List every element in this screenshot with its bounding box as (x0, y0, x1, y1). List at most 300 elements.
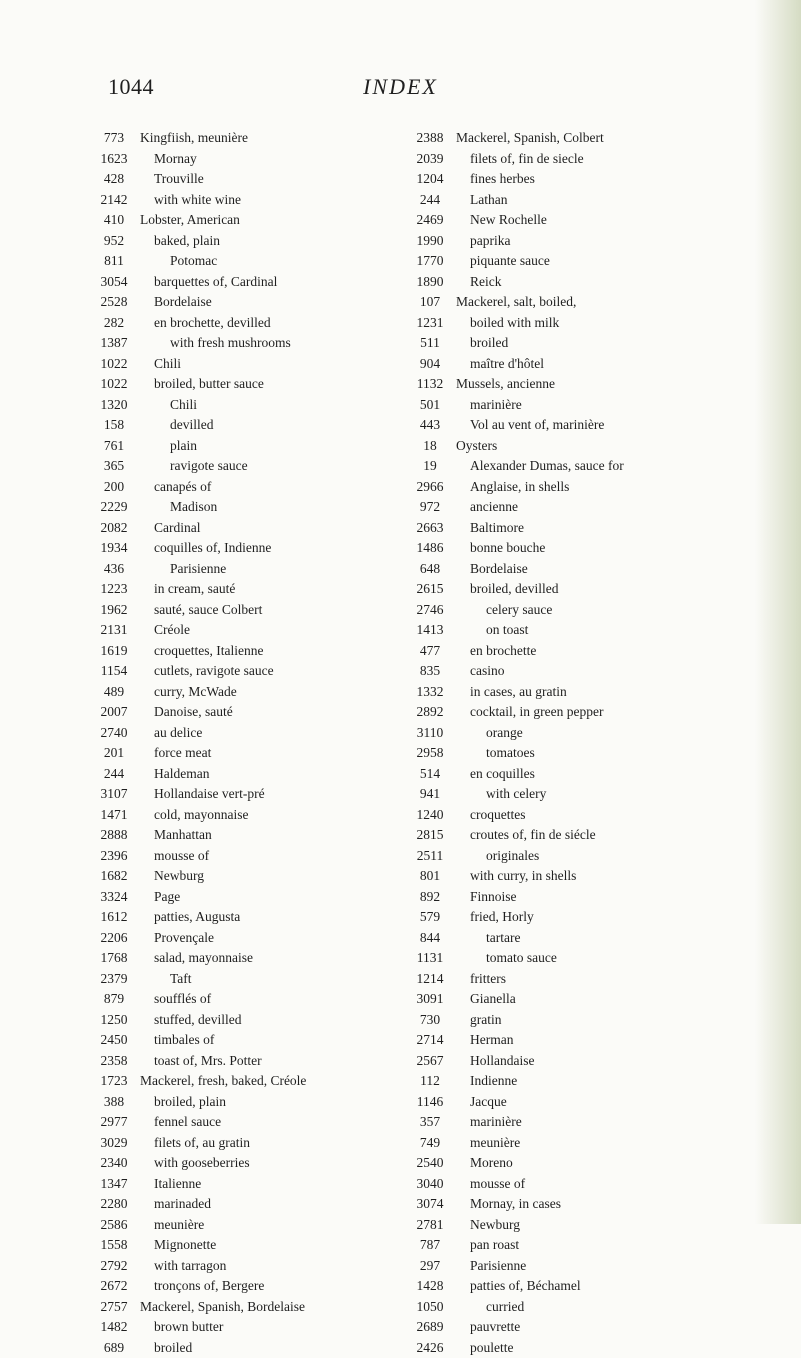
recipe-number: 2689 (404, 1317, 456, 1338)
entry-text: broiled, butter sauce (140, 374, 388, 395)
entry-text: meunière (140, 1215, 388, 1236)
recipe-number: 844 (404, 928, 456, 949)
entry-text: originales (456, 846, 774, 867)
index-entry (88, 887, 388, 908)
index-entry (88, 1256, 388, 1277)
entry-text: Trouville (140, 169, 388, 190)
index-entry (404, 907, 774, 928)
index-entry (88, 1010, 388, 1031)
index-entry (404, 128, 774, 149)
index-entry (88, 1276, 388, 1297)
recipe-number: 2746 (404, 600, 456, 621)
entry-text: Page (140, 887, 388, 908)
index-entry (404, 477, 774, 498)
entry-text: mousse of (140, 846, 388, 867)
recipe-number: 1022 (88, 374, 140, 395)
recipe-number: 801 (404, 866, 456, 887)
recipe-number: 2781 (404, 1215, 456, 1236)
entry-text: en brochette (456, 641, 774, 662)
recipe-number: 2888 (88, 825, 140, 846)
entry-text: Hollandaise vert-pré (140, 784, 388, 805)
index-entry (404, 149, 774, 170)
recipe-number: 2528 (88, 292, 140, 313)
entry-text: Moreno (456, 1153, 774, 1174)
index-entry (88, 395, 388, 416)
index-entry (404, 1071, 774, 1092)
recipe-number: 3110 (404, 723, 456, 744)
index-entry (404, 1174, 774, 1195)
index-entry (88, 641, 388, 662)
recipe-number: 1428 (404, 1276, 456, 1297)
index-entry (404, 702, 774, 723)
recipe-number: 410 (88, 210, 140, 231)
recipe-number: 648 (404, 559, 456, 580)
entry-text: fennel sauce (140, 1112, 388, 1133)
index-entry (404, 1256, 774, 1277)
recipe-number: 2511 (404, 846, 456, 867)
index-entry (88, 784, 388, 805)
recipe-number: 1387 (88, 333, 140, 354)
entry-text: in cream, sauté (140, 579, 388, 600)
entry-text: Italienne (140, 1174, 388, 1195)
index-entry (88, 579, 388, 600)
index-entry (88, 313, 388, 334)
index-entry (404, 518, 774, 539)
recipe-number: 1347 (88, 1174, 140, 1195)
entry-text: Danoise, sauté (140, 702, 388, 723)
index-entry (404, 190, 774, 211)
entry-text: gratin (456, 1010, 774, 1031)
index-entry (404, 743, 774, 764)
recipe-number: 749 (404, 1133, 456, 1154)
index-entry (88, 210, 388, 231)
recipe-number: 1146 (404, 1092, 456, 1113)
entry-text: Jacque (456, 1092, 774, 1113)
entry-text: tomatoes (456, 743, 774, 764)
entry-text: tartare (456, 928, 774, 949)
recipe-number: 2792 (88, 1256, 140, 1277)
entry-text: pan roast (456, 1235, 774, 1256)
recipe-number: 365 (88, 456, 140, 477)
recipe-number: 201 (88, 743, 140, 764)
recipe-number: 2586 (88, 1215, 140, 1236)
index-entry (88, 149, 388, 170)
index-entry (404, 1215, 774, 1236)
index-entry (404, 210, 774, 231)
recipe-number: 2379 (88, 969, 140, 990)
index-entry (88, 497, 388, 518)
entry-text: Mackerel, fresh, baked, Créole (140, 1071, 388, 1092)
recipe-number: 443 (404, 415, 456, 436)
index-entry (88, 1174, 388, 1195)
recipe-number: 514 (404, 764, 456, 785)
recipe-number: 904 (404, 354, 456, 375)
recipe-number: 3324 (88, 887, 140, 908)
index-entry (88, 374, 388, 395)
entry-text: patties of, Béchamel (456, 1276, 774, 1297)
entry-text: poulette (456, 1338, 774, 1358)
recipe-number: 1413 (404, 620, 456, 641)
index-entry (88, 846, 388, 867)
recipe-number: 2672 (88, 1276, 140, 1297)
index-entry (404, 825, 774, 846)
recipe-number: 2540 (404, 1153, 456, 1174)
index-entry (88, 1092, 388, 1113)
recipe-number: 244 (88, 764, 140, 785)
recipe-number: 1890 (404, 272, 456, 293)
recipe-number: 2714 (404, 1030, 456, 1051)
recipe-number: 1240 (404, 805, 456, 826)
recipe-number: 2340 (88, 1153, 140, 1174)
entry-text: croquettes (456, 805, 774, 826)
index-entry (404, 846, 774, 867)
entry-text: canapés of (140, 477, 388, 498)
index-entry (88, 272, 388, 293)
entry-text: en coquilles (456, 764, 774, 785)
index-entry (88, 1235, 388, 1256)
entry-text: soufflés of (140, 989, 388, 1010)
index-entry (404, 292, 774, 313)
entry-text: casino (456, 661, 774, 682)
index-entry (88, 292, 388, 313)
recipe-number: 2206 (88, 928, 140, 949)
index-column-left (88, 128, 388, 1358)
index-entry (88, 415, 388, 436)
recipe-number: 1558 (88, 1235, 140, 1256)
index-entry (88, 518, 388, 539)
recipe-number: 489 (88, 682, 140, 703)
entry-text: celery sauce (456, 600, 774, 621)
recipe-number: 1320 (88, 395, 140, 416)
recipe-number: 112 (404, 1071, 456, 1092)
recipe-number: 2280 (88, 1194, 140, 1215)
index-entry (88, 436, 388, 457)
recipe-number: 1486 (404, 538, 456, 559)
entry-text: Lathan (456, 190, 774, 211)
recipe-number: 2740 (88, 723, 140, 744)
recipe-number: 1332 (404, 682, 456, 703)
index-entry (88, 702, 388, 723)
recipe-number: 1214 (404, 969, 456, 990)
index-entry (88, 1153, 388, 1174)
index-column-right (404, 128, 774, 1358)
entry-text: Créole (140, 620, 388, 641)
index-entry (404, 538, 774, 559)
entry-text: baked, plain (140, 231, 388, 252)
index-entry (404, 415, 774, 436)
index-entry (404, 866, 774, 887)
index-entry (404, 436, 774, 457)
index-entry (404, 1317, 774, 1338)
index-entry (88, 190, 388, 211)
recipe-number: 2966 (404, 477, 456, 498)
recipe-number: 761 (88, 436, 140, 457)
index-entry (404, 374, 774, 395)
recipe-number: 1723 (88, 1071, 140, 1092)
index-entry (404, 313, 774, 334)
entry-text: force meat (140, 743, 388, 764)
entry-text: Mackerel, salt, boiled, (456, 292, 774, 313)
recipe-number: 436 (88, 559, 140, 580)
index-entry (404, 723, 774, 744)
entry-text: Parisienne (140, 559, 388, 580)
recipe-number: 2358 (88, 1051, 140, 1072)
recipe-number: 2007 (88, 702, 140, 723)
index-entry (404, 1297, 774, 1318)
recipe-number: 579 (404, 907, 456, 928)
index-entry (88, 333, 388, 354)
recipe-number: 952 (88, 231, 140, 252)
recipe-number: 2892 (404, 702, 456, 723)
entry-text: Reick (456, 272, 774, 293)
index-entry (404, 497, 774, 518)
entry-text: timbales of (140, 1030, 388, 1051)
entry-text: New Rochelle (456, 210, 774, 231)
index-entry (404, 805, 774, 826)
index-entry (404, 641, 774, 662)
recipe-number: 1231 (404, 313, 456, 334)
index-entry (404, 600, 774, 621)
index-entry (88, 764, 388, 785)
index-entry (88, 456, 388, 477)
index-entry (404, 559, 774, 580)
entry-text: Manhattan (140, 825, 388, 846)
entry-text: with white wine (140, 190, 388, 211)
index-entry (88, 928, 388, 949)
index-entry (404, 354, 774, 375)
entry-text: boiled with milk (456, 313, 774, 334)
index-entry (88, 866, 388, 887)
entry-text: curry, McWade (140, 682, 388, 703)
entry-text: Newburg (140, 866, 388, 887)
recipe-number: 1154 (88, 661, 140, 682)
recipe-number: 1612 (88, 907, 140, 928)
recipe-number: 1204 (404, 169, 456, 190)
entry-text: curried (456, 1297, 774, 1318)
recipe-number: 2663 (404, 518, 456, 539)
index-entry (404, 1194, 774, 1215)
recipe-number: 1131 (404, 948, 456, 969)
entry-text: Anglaise, in shells (456, 477, 774, 498)
entry-text: Mornay, in cases (456, 1194, 774, 1215)
recipe-number: 2469 (404, 210, 456, 231)
entry-text: ancienne (456, 497, 774, 518)
entry-text: fried, Horly (456, 907, 774, 928)
recipe-number: 1223 (88, 579, 140, 600)
recipe-number: 773 (88, 128, 140, 149)
entry-text: Madison (140, 497, 388, 518)
recipe-number: 107 (404, 292, 456, 313)
index-entry (404, 456, 774, 477)
entry-text: ravigote sauce (140, 456, 388, 477)
entry-text: toast of, Mrs. Potter (140, 1051, 388, 1072)
index-entry (88, 682, 388, 703)
entry-text: pauvrette (456, 1317, 774, 1338)
recipe-number: 2142 (88, 190, 140, 211)
entry-text: Indienne (456, 1071, 774, 1092)
entry-text: Finnoise (456, 887, 774, 908)
index-entry (404, 231, 774, 252)
entry-text: Mackerel, Spanish, Colbert (456, 128, 774, 149)
entry-text: brown butter (140, 1317, 388, 1338)
entry-text: with curry, in shells (456, 866, 774, 887)
index-entry (88, 620, 388, 641)
entry-text: Chili (140, 354, 388, 375)
index-entry (88, 231, 388, 252)
index-entry (404, 661, 774, 682)
entry-text: Newburg (456, 1215, 774, 1236)
entry-text: Chili (140, 395, 388, 416)
recipe-number: 1471 (88, 805, 140, 826)
recipe-number: 787 (404, 1235, 456, 1256)
entry-text: Oysters (456, 436, 774, 457)
index-entry (88, 743, 388, 764)
index-entry (88, 1194, 388, 1215)
index-entry (88, 251, 388, 272)
entry-text: with celery (456, 784, 774, 805)
recipe-number: 388 (88, 1092, 140, 1113)
recipe-number: 244 (404, 190, 456, 211)
entry-text: piquante sauce (456, 251, 774, 272)
recipe-number: 3054 (88, 272, 140, 293)
index-entry (404, 1153, 774, 1174)
recipe-number: 811 (88, 251, 140, 272)
entry-text: salad, mayonnaise (140, 948, 388, 969)
index-entry (404, 969, 774, 990)
recipe-number: 2815 (404, 825, 456, 846)
recipe-number: 2567 (404, 1051, 456, 1072)
index-entry (404, 395, 774, 416)
recipe-number: 1250 (88, 1010, 140, 1031)
entry-text: Taft (140, 969, 388, 990)
recipe-number: 1132 (404, 374, 456, 395)
entry-text: Haldeman (140, 764, 388, 785)
entry-text: bonne bouche (456, 538, 774, 559)
recipe-number: 1623 (88, 149, 140, 170)
index-entry (88, 538, 388, 559)
recipe-number: 3040 (404, 1174, 456, 1195)
recipe-number: 19 (404, 456, 456, 477)
recipe-number: 1050 (404, 1297, 456, 1318)
recipe-number: 297 (404, 1256, 456, 1277)
entry-text: fritters (456, 969, 774, 990)
entry-text: with gooseberries (140, 1153, 388, 1174)
recipe-number: 1768 (88, 948, 140, 969)
index-entry (88, 1071, 388, 1092)
recipe-number: 3029 (88, 1133, 140, 1154)
recipe-number: 2082 (88, 518, 140, 539)
recipe-number: 2039 (404, 149, 456, 170)
index-entry (404, 1338, 774, 1358)
recipe-number: 1619 (88, 641, 140, 662)
recipe-number: 282 (88, 313, 140, 334)
entry-text: paprika (456, 231, 774, 252)
index-entry (404, 579, 774, 600)
page-title: INDEX (0, 74, 801, 100)
recipe-number: 2757 (88, 1297, 140, 1318)
recipe-number: 200 (88, 477, 140, 498)
recipe-number: 2131 (88, 620, 140, 641)
recipe-number: 3074 (404, 1194, 456, 1215)
recipe-number: 972 (404, 497, 456, 518)
recipe-number: 730 (404, 1010, 456, 1031)
recipe-number: 1934 (88, 538, 140, 559)
entry-text: Mignonette (140, 1235, 388, 1256)
recipe-number: 1022 (88, 354, 140, 375)
index-entry (404, 784, 774, 805)
recipe-number: 892 (404, 887, 456, 908)
recipe-number: 2615 (404, 579, 456, 600)
entry-text: coquilles of, Indienne (140, 538, 388, 559)
entry-text: Gianella (456, 989, 774, 1010)
entry-text: tronçons of, Bergere (140, 1276, 388, 1297)
entry-text: Kingfiish, meunière (140, 128, 388, 149)
index-entry (404, 169, 774, 190)
index-entry (404, 1112, 774, 1133)
entry-text: Bordelaise (140, 292, 388, 313)
index-entry (88, 1112, 388, 1133)
index-entry (88, 1133, 388, 1154)
index-entry (88, 354, 388, 375)
index-entry (404, 948, 774, 969)
index-entry (88, 907, 388, 928)
index-entry (404, 333, 774, 354)
entry-text: marinière (456, 395, 774, 416)
entry-text: cutlets, ravigote sauce (140, 661, 388, 682)
index-entry (404, 1133, 774, 1154)
index-entry (88, 1297, 388, 1318)
index-entry (404, 1030, 774, 1051)
index-entry (88, 825, 388, 846)
entry-text: orange (456, 723, 774, 744)
recipe-number: 2229 (88, 497, 140, 518)
entry-text: barquettes of, Cardinal (140, 272, 388, 293)
recipe-number: 1962 (88, 600, 140, 621)
recipe-number: 879 (88, 989, 140, 1010)
entry-text: Hollandaise (456, 1051, 774, 1072)
entry-text: patties, Augusta (140, 907, 388, 928)
recipe-number: 501 (404, 395, 456, 416)
recipe-number: 2388 (404, 128, 456, 149)
recipe-number: 1682 (88, 866, 140, 887)
entry-text: Herman (456, 1030, 774, 1051)
index-entry (88, 1338, 388, 1358)
recipe-number: 357 (404, 1112, 456, 1133)
entry-text: maître d'hôtel (456, 354, 774, 375)
index-entry (88, 1030, 388, 1051)
recipe-number: 158 (88, 415, 140, 436)
index-entry (404, 928, 774, 949)
entry-text: broiled, devilled (456, 579, 774, 600)
entry-text: au delice (140, 723, 388, 744)
index-entry (88, 989, 388, 1010)
index-entry (88, 600, 388, 621)
entry-text: broiled (140, 1338, 388, 1358)
index-entry (404, 1010, 774, 1031)
recipe-number: 941 (404, 784, 456, 805)
index-entry (404, 682, 774, 703)
entry-text: tomato sauce (456, 948, 774, 969)
entry-text: Alexander Dumas, sauce for (456, 456, 774, 477)
entry-text: Mornay (140, 149, 388, 170)
recipe-number: 18 (404, 436, 456, 457)
index-entry (88, 477, 388, 498)
index-entry (88, 169, 388, 190)
entry-text: plain (140, 436, 388, 457)
index-entry (88, 128, 388, 149)
index-entry (404, 1051, 774, 1072)
recipe-number: 511 (404, 333, 456, 354)
